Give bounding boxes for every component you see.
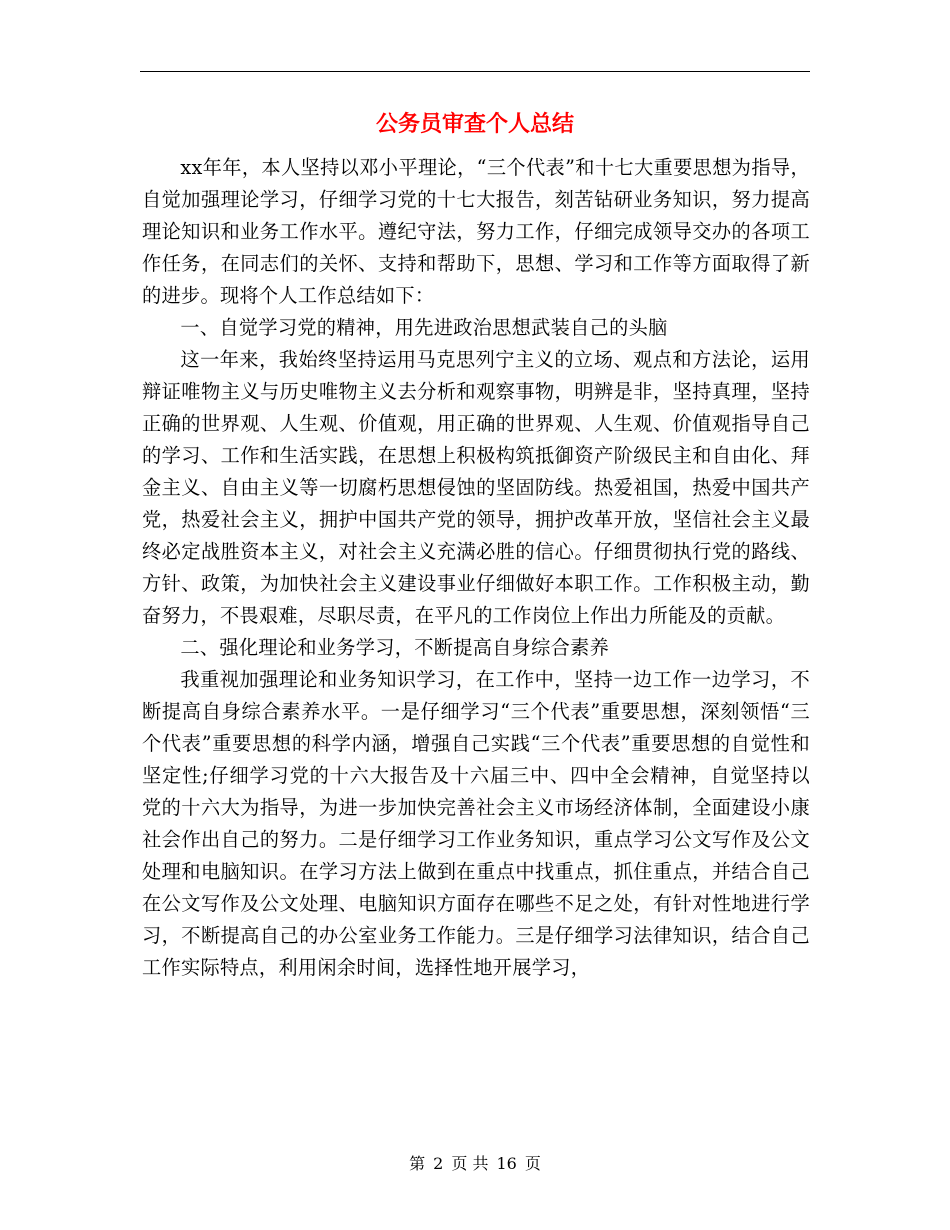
footer-page-suffix: 页 — [524, 1154, 541, 1173]
footer-page-total: 16 — [496, 1154, 517, 1173]
section-heading-1: 一、自觉学习党的精神，用先进政治思想武装自己的头脑 — [180, 316, 668, 339]
section-heading-2: 二、强化理论和业务学习，不断提高自身综合素养 — [180, 636, 610, 659]
header-rule — [140, 71, 810, 72]
page-footer — [0, 1152, 950, 1176]
footer-page-prefix: 第 — [409, 1154, 426, 1173]
paragraph-section-1: 这一年来，我始终坚持运用马克思列宁主义的立场、观点和方法论，运用辩证唯物主义与历史唯物主义去分析和观察事物，明辨是非，坚持真理，坚持正确的世界观、人生观、价值观，用正确的世界观、人生观、价值观指导自己的学习、工作和生活实践，在思想上积极构筑抵御资产阶级民主和自由化、拜金主义、自由主义等一切腐朽思想侵蚀的坚固防线。热爱祖国，热爱中国共产党，热爱社会主义，拥护中国共产党的领导，拥护改革开放，坚信社会主义最终必定战胜资本主义，对社会主义充满必胜的信心。仔细贯彻执行党的路线、方针、政策，为加快社会主义建设事业仔细做好本职工作。工作积极主动，勤奋努力，不畏艰难，尽职尽责，在平凡的工作岗位上作出力所能及的贡献。 — [142, 348, 810, 627]
paragraph-section-2: 我重视加强理论和业务知识学习，在工作中，坚持一边工作一边学习，不断提高自身综合素养水平。一是仔细学习“三个代表”重要思想，深刻领悟“三个代表”重要思想的科学内涵，增强自己实践“三个代表”重要思想的自觉性和坚定性;仔细学习党的十六大报告及十六届三中、四中全会精神，自觉坚持以党的十六大为指导，为进一步加快完善社会主义市场经济体制，全面建设小康社会作出自己的努力。二是仔细学习工作业务知识，重点学习公文写作及公文处理和电脑知识。在学习方法上做到在重点中找重点，抓住重点，并结合自己在公文写作及公文处理、电脑知识方面存在哪些不足之处，有针对性地进行学习，不断提高自己的办公室业务工作能力。三是仔细学习法律知识，结合自己工作实际特点，利用闲余时间，选择性地开展学习， — [142, 668, 810, 979]
document-title: 公务员审查个人总结 — [375, 112, 574, 137]
footer-page-number: 2 — [433, 1154, 444, 1173]
footer-page-mid: 页 共 — [451, 1154, 489, 1173]
paragraph-intro: xx年年，本人坚持以邓小平理论，“三个代表”和十七大重要思想为指导，自觉加强理论学习，仔细学习党的十七大报告，刻苦钻研业务知识，努力提高理论知识和业务工作水平。遵纪守法，努力工作，仔细完成领导交办的各项工作任务，在同志们的关怀、支持和帮助下，思想、学习和工作等方面取得了新的进步。现将个人工作总结如下： — [142, 156, 810, 307]
document-body — [142, 152, 810, 984]
